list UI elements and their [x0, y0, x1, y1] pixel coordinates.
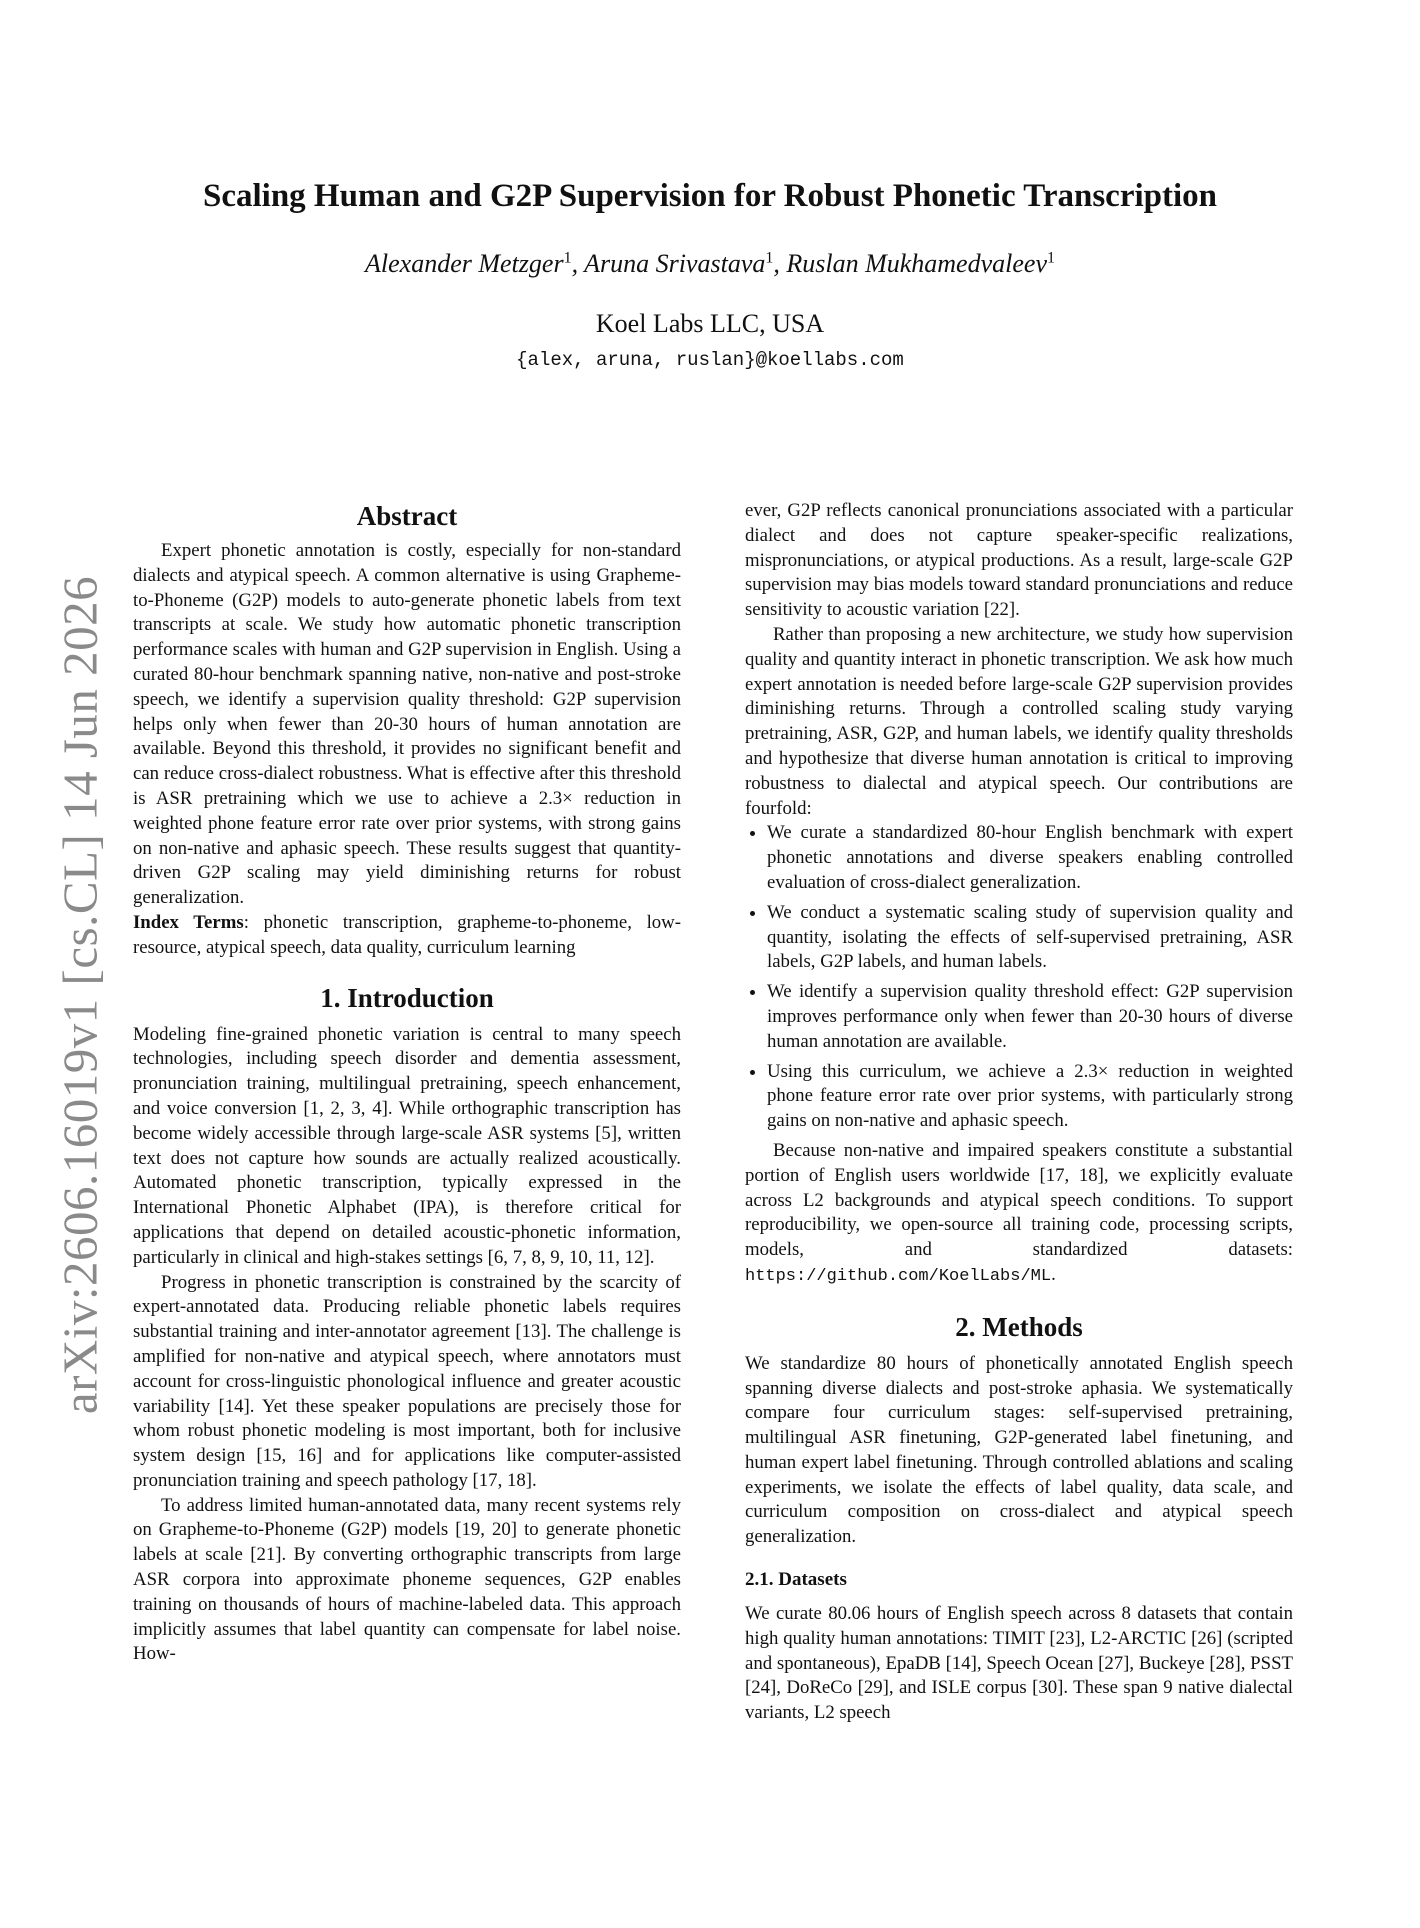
- repo-url-link[interactable]: https://github.com/KoelLabs/ML: [745, 1266, 1052, 1286]
- index-terms-label: Index Terms: [133, 911, 244, 933]
- contribution-item: • We curate a standardized 80-hour English benchmark with expert phonetic annotations and diverse speakers enabling controlled evaluation of cross-dialect generalization.: [767, 821, 1293, 895]
- url-period: .: [1051, 1263, 1056, 1285]
- author-affil-mark: 1: [765, 249, 774, 267]
- arxiv-id: arXiv:2606.16019v1 [cs.CL] 14 Jun 2026: [52, 575, 108, 1415]
- datasets-paragraph: We curate 80.06 hours of English speech across 8 datasets that contain high quality human annotations: TIMIT [23], L2-ARCTIC [26] (scripted and spontaneous), EpaDB [14], Speech Ocean [27], Buckeye [28], PSST [24], DoReCo [29], and ISLE corpus [30]. These span 9 native dialectal variants, L2 speech: [745, 1603, 1293, 1724]
- right-column: [745, 499, 1293, 1726]
- contribution-item: • We identify a supervision quality threshold effect: G2P supervision improves performance only when fewer than 20-30 hours of diverse human annotation are available.: [767, 980, 1293, 1054]
- author-separator: ,: [773, 249, 787, 278]
- intro-paragraph: To address limited human-annotated data, many recent systems rely on Grapheme-to-Phoneme (G2P) models [19, 20] to generate phonetic labels at scale [21]. By converting orthographic transcripts from large ASR corpora into approximate phoneme sequences, G2P enables training on thousands of hours of machine-labeled data. This approach implicitly assumes that label quantity can compensate for label noise. How-: [133, 1494, 681, 1665]
- affiliation: Koel Labs LLC, USA: [595, 309, 825, 338]
- arxiv-sidebar-stamp: [40, 575, 120, 1415]
- contribution-item: • We conduct a systematic scaling study of supervision quality and quantity, isolating the effects of self-supervised pretraining, ASR labels, G2P labels, and human labels.: [767, 901, 1293, 975]
- author-separator: ,: [571, 249, 585, 278]
- intro-paragraph: Progress in phonetic transcription is constrained by the scarcity of expert-annotated data. Producing reliable phonetic labels requires substantial training and inter-annotator agreement [13]. The challenge is amplified for non-native and atypical speech, where annotators must account for cross-linguistic phonological influence and greater acoustic variability [14]. Yet these speaker populations are precisely those for whom robust phonetic modeling is most important, both for inclusive system design [15, 16] and for applications like computer-assisted pronunciation training and speech pathology [17, 18].: [133, 1271, 681, 1491]
- index-terms: [133, 911, 681, 961]
- author-name: Alexander Metzger: [365, 249, 564, 278]
- left-column: [133, 499, 681, 1667]
- intro-paragraph-continued: ever, G2P reflects canonical pronunciations associated with a particular dialect and does not capture speaker-specific realizations, mispronunciations, or atypical productions. As a result, large-scale G2P supervision may bias models toward standard pronunciations and reduce sensitivity to acoustic variation [22].: [745, 500, 1293, 621]
- author-name: Aruna Srivastava: [584, 249, 766, 278]
- datasets-subheading: 2.1. Datasets: [745, 1569, 847, 1591]
- abstract-text: Expert phonetic annotation is costly, especially for non-standard dialects and atypical speech. A common alternative is using Grapheme-to-Phoneme (G2P) models to auto-generate phonetic labels from text transcripts at scale. We study how automatic phonetic transcription performance scales with human and G2P supervision in English. Using a curated 80-hour benchmark spanning native, non-native and post-stroke speech, we identify a supervision quality threshold: G2P supervision helps only when fewer than 20-30 hours of human annotation are available. Beyond this threshold, it provides no significant benefit and can reduce cross-dialect robustness. What is effective after this threshold is ASR pretraining which we use to achieve a 2.3× reduction in weighted phone feature error rate over prior systems, with strong gains on non-native and aphasic speech. These results suggest that quantity-driven G2P scaling may yield diminishing returns for robust generalization.: [133, 540, 681, 909]
- contribution-item: • Using this curriculum, we achieve a 2.3× reduction in weighted phone feature error rate over prior systems, with particularly strong gains on non-native and aphasic speech.: [767, 1060, 1293, 1134]
- author-list: [130, 249, 1290, 279]
- intro-paragraph: Modeling fine-grained phonetic variation is central to many speech technologies, including speech disorder and dementia assessment, pronunciation training, multilingual pretraining, speech enhancement, and voice conversion [1, 2, 3, 4]. While orthographic transcription has become widely accessible through large-scale ASR systems [5], written text does not capture how sounds are actually realized acoustically. Automated phonetic transcription, typically expressed in the International Phonetic Alphabet (IPA), is therefore critical for applications that depend on detailed acoustic-phonetic information, particularly in clinical and high-stakes settings [6, 7, 8, 9, 10, 11, 12].: [133, 1023, 681, 1268]
- methods-paragraph: We standardize 80 hours of phonetically annotated English speech spanning diverse dialects and post-stroke aphasia. We systematically compare four curriculum stages: self-supervised pretraining, multilingual ASR finetuning, G2P-generated label finetuning, and human expert label finetuning. Through controlled ablations and scaling experiments, we isolate the effects of label quality, data scale, and curriculum composition on cross-dialect and atypical speech generalization.: [745, 1352, 1293, 1548]
- author-affil-mark: 1: [1046, 249, 1055, 267]
- intro-paragraph: Rather than proposing a new architecture, we study how supervision quality and quantity interact in phonetic transcription. We ask how much expert annotation is needed before large-scale G2P supervision provides diminishing returns. Through a controlled scaling study varying pretraining, ASR, G2P, and human labels, we identify quality thresholds and hypothesize that diverse human annotation is critical to improving robustness to dialectal and atypical speech. Our contributions are fourfold:: [745, 623, 1293, 819]
- introduction-heading: 1. Introduction: [320, 982, 494, 1013]
- intro-paragraph: [745, 1139, 1293, 1290]
- paper-title: Scaling Human and G2P Supervision for Robust Phonetic Transcription: [202, 178, 1217, 214]
- abstract-heading: Abstract: [356, 501, 458, 531]
- author-name: Ruslan Mukhamedvaleev: [786, 249, 1047, 278]
- author-email: {alex, aruna, ruslan}@koellabs.com: [516, 349, 904, 371]
- contributions-list: [745, 821, 1293, 1134]
- methods-heading: 2. Methods: [955, 1311, 1083, 1342]
- author-affil-mark: 1: [563, 249, 572, 267]
- reproducibility-text: Because non-native and impaired speakers constitute a substantial portion of English users worldwide [17, 18], we explicitly evaluate across L2 backgrounds and atypical speech conditions. To support reproducibility, we open-source all training code, processing scripts, models, and standardized datasets:: [745, 1139, 1293, 1261]
- index-terms-text: : phonetic transcription, grapheme-to-phoneme, low-resource, atypical speech, data quality, curriculum learning: [133, 911, 681, 958]
